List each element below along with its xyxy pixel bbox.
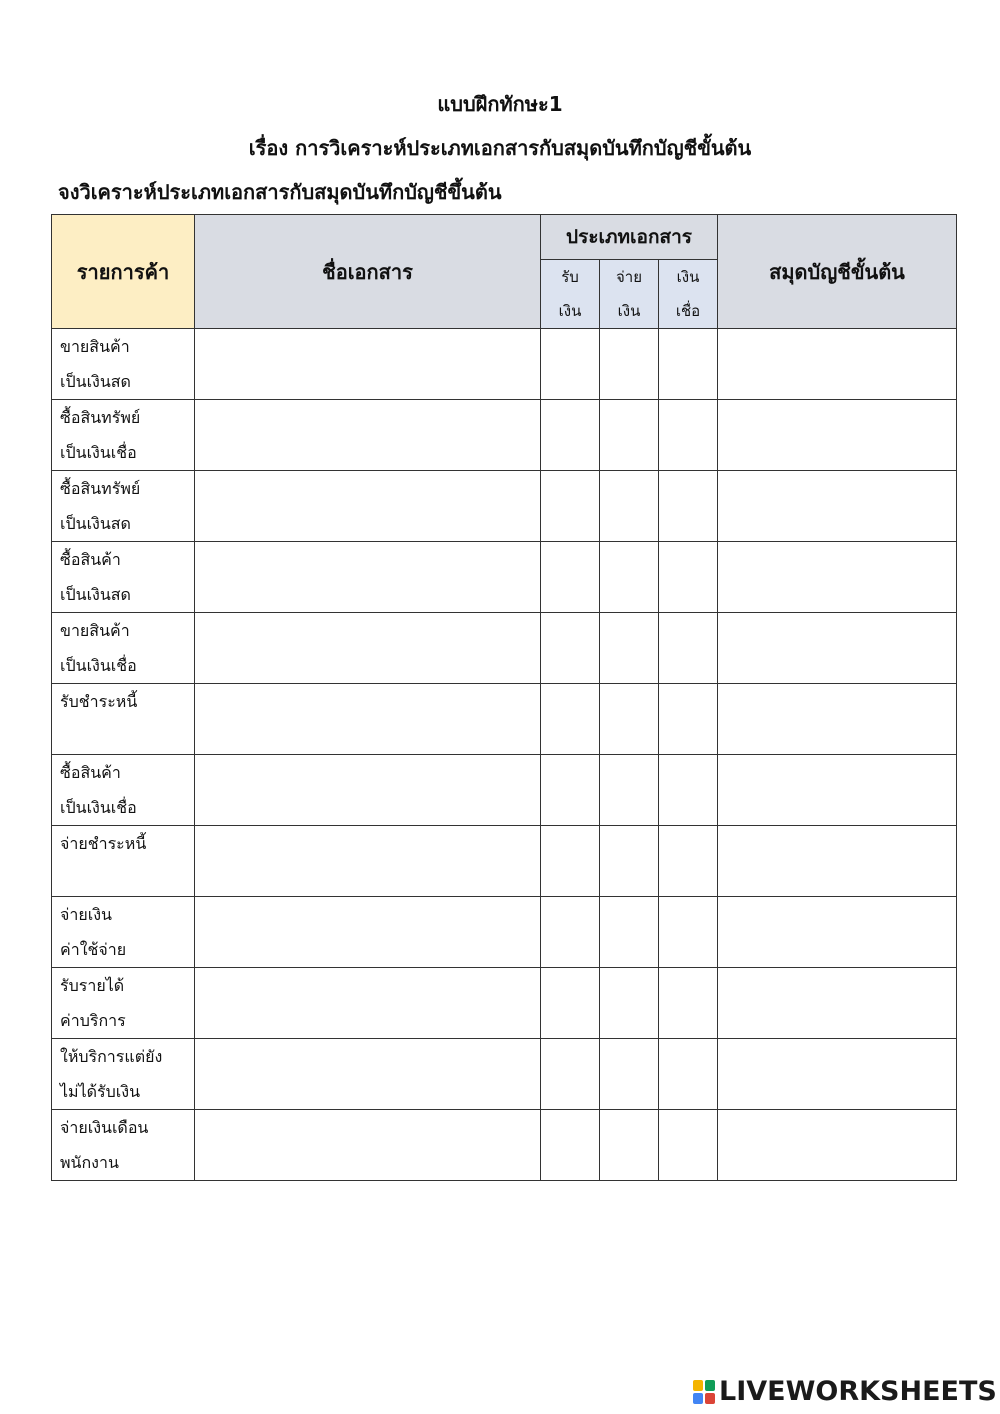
payment-check-cell[interactable] [600,755,659,826]
journal-cell[interactable] [718,968,957,1039]
transaction-cell: จ่ายเงินเดือน พนักงาน [52,1110,195,1181]
header-journal: สมุดบัญชีขั้นต้น [718,215,957,329]
journal-cell[interactable] [718,897,957,968]
journal-cell[interactable] [718,471,957,542]
payment-check-cell[interactable] [600,542,659,613]
payment-check-cell[interactable] [600,1110,659,1181]
instruction-text: จงวิเคราะห์ประเภทเอกสารกับสมุดบันทึกบัญชีขึ้นต้น [58,180,502,204]
payment-check-cell[interactable] [600,897,659,968]
receipt-check-cell[interactable] [541,897,600,968]
payment-check-cell[interactable] [600,1039,659,1110]
payment-check-cell[interactable] [600,400,659,471]
payment-check-cell[interactable] [600,613,659,684]
table-row [52,400,957,471]
journal-cell[interactable] [718,826,957,897]
document-name-cell[interactable] [195,826,541,897]
credit-check-cell[interactable] [659,968,718,1039]
credit-check-cell[interactable] [659,471,718,542]
credit-check-cell[interactable] [659,1110,718,1181]
table-row [52,1039,957,1110]
payment-check-cell[interactable] [600,329,659,400]
transaction-cell: ซื้อสินค้า เป็นเงินสด [52,542,195,613]
header-document-type: ประเภทเอกสาร [541,215,718,260]
transaction-cell: ซื้อสินทรัพย์ เป็นเงินสด [52,471,195,542]
header-sub-payment: จ่าย เงิน [600,260,659,329]
transaction-cell: รับชำระหนี้ [52,684,195,755]
document-name-cell[interactable] [195,613,541,684]
payment-check-cell[interactable] [600,471,659,542]
transaction-cell: ให้บริการแต่ยัง ไม่ได้รับเงิน [52,1039,195,1110]
credit-check-cell[interactable] [659,329,718,400]
header-sub-receipt: รับ เงิน [541,260,600,329]
credit-check-cell[interactable] [659,897,718,968]
brand-name: LIVEWORKSHEETS [719,1376,997,1407]
receipt-check-cell[interactable] [541,613,600,684]
liveworksheets-brand [693,1376,997,1407]
journal-cell[interactable] [718,684,957,755]
credit-check-cell[interactable] [659,755,718,826]
transaction-cell: จ่ายชำระหนี้ [52,826,195,897]
journal-cell[interactable] [718,755,957,826]
receipt-check-cell[interactable] [541,471,600,542]
table-row [52,471,957,542]
receipt-check-cell[interactable] [541,400,600,471]
document-name-cell[interactable] [195,471,541,542]
transaction-cell: รับรายได้ ค่าบริการ [52,968,195,1039]
journal-cell[interactable] [718,542,957,613]
document-name-cell[interactable] [195,329,541,400]
payment-check-cell[interactable] [600,968,659,1039]
transaction-cell: ซื้อสินค้า เป็นเงินเชื่อ [52,755,195,826]
journal-cell[interactable] [718,1110,957,1181]
payment-check-cell[interactable] [600,826,659,897]
table-row [52,329,957,400]
document-name-cell[interactable] [195,542,541,613]
document-name-cell[interactable] [195,400,541,471]
document-name-cell[interactable] [195,755,541,826]
analysis-table [51,214,957,1181]
document-name-cell[interactable] [195,897,541,968]
credit-check-cell[interactable] [659,684,718,755]
transaction-cell: ขายสินค้า เป็นเงินสด [52,329,195,400]
table-row [52,684,957,755]
credit-check-cell[interactable] [659,400,718,471]
header-sub-credit: เงิน เชื่อ [659,260,718,329]
journal-cell[interactable] [718,329,957,400]
table-row [52,897,957,968]
journal-cell[interactable] [718,613,957,684]
table-row [52,826,957,897]
receipt-check-cell[interactable] [541,1110,600,1181]
journal-cell[interactable] [718,400,957,471]
document-name-cell[interactable] [195,968,541,1039]
receipt-check-cell[interactable] [541,1039,600,1110]
liveworksheets-logo-icon [693,1380,715,1404]
header-document-name: ชื่อเอกสาร [195,215,541,329]
credit-check-cell[interactable] [659,613,718,684]
worksheet-subtitle: เรื่อง การวิเคราะห์ประเภทเอกสารกับสมุดบันทึกบัญชีขั้นต้น [248,136,752,160]
receipt-check-cell[interactable] [541,968,600,1039]
header-transaction: รายการค้า [52,215,195,329]
document-name-cell[interactable] [195,684,541,755]
table-row [52,968,957,1039]
document-name-cell[interactable] [195,1110,541,1181]
worksheet-title: แบบฝึกทักษะ1 [437,92,563,116]
credit-check-cell[interactable] [659,826,718,897]
receipt-check-cell[interactable] [541,542,600,613]
receipt-check-cell[interactable] [541,826,600,897]
transaction-cell: ซื้อสินทรัพย์ เป็นเงินเชื่อ [52,400,195,471]
receipt-check-cell[interactable] [541,684,600,755]
table-row [52,542,957,613]
credit-check-cell[interactable] [659,542,718,613]
table-row [52,1110,957,1181]
journal-cell[interactable] [718,1039,957,1110]
table-row [52,755,957,826]
transaction-cell: จ่ายเงิน ค่าใช้จ่าย [52,897,195,968]
document-name-cell[interactable] [195,1039,541,1110]
payment-check-cell[interactable] [600,684,659,755]
receipt-check-cell[interactable] [541,329,600,400]
table-row [52,613,957,684]
credit-check-cell[interactable] [659,1039,718,1110]
receipt-check-cell[interactable] [541,755,600,826]
transaction-cell: ขายสินค้า เป็นเงินเชื่อ [52,613,195,684]
